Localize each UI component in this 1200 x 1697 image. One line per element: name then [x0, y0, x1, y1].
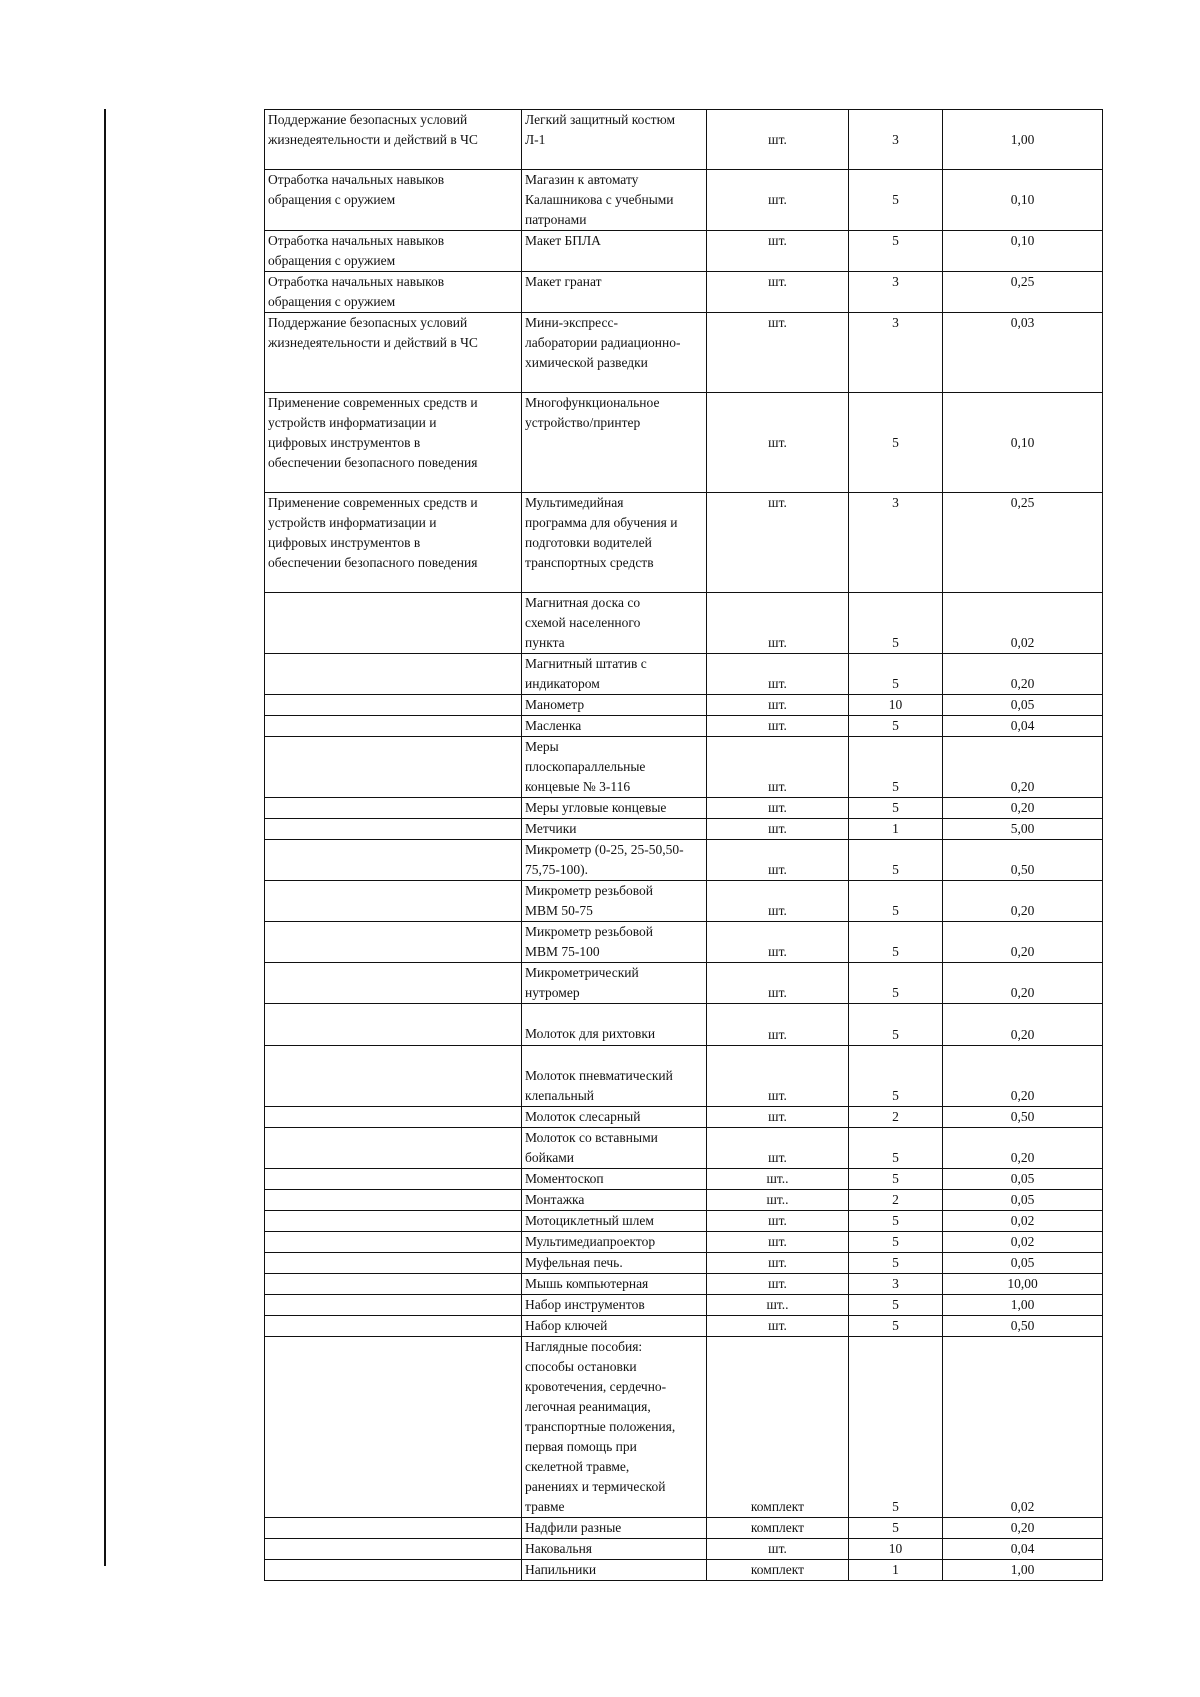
table-row [265, 231, 1103, 272]
unit-cell: шт. [707, 231, 849, 272]
table-row [265, 1316, 1103, 1337]
value-cell: 0,25 [943, 493, 1103, 593]
table-row [265, 1190, 1103, 1211]
quantity-cell: 5 [849, 1316, 943, 1337]
purpose-cell [265, 1169, 522, 1190]
item-name-cell: Мышь компьютерная [522, 1274, 707, 1295]
unit-cell: шт. [707, 272, 849, 313]
item-name-cell: Моментоскоп [522, 1169, 707, 1190]
quantity-cell: 5 [849, 840, 943, 881]
quantity-cell: 1 [849, 1560, 943, 1581]
value-cell: 0,50 [943, 840, 1103, 881]
table-row [265, 716, 1103, 737]
quantity-cell: 5 [849, 1046, 943, 1107]
value-cell: 1,00 [943, 110, 1103, 170]
quantity-cell: 5 [849, 1004, 943, 1046]
table-row [265, 1004, 1103, 1046]
table-row [265, 1169, 1103, 1190]
quantity-cell: 5 [849, 1518, 943, 1539]
quantity-cell: 3 [849, 493, 943, 593]
unit-cell: шт. [707, 819, 849, 840]
purpose-cell [265, 1004, 522, 1046]
equipment-table-body [265, 110, 1103, 1581]
item-name-cell: Меры угловые концевые [522, 798, 707, 819]
table-row [265, 881, 1103, 922]
table-row [265, 1107, 1103, 1128]
table-row [265, 1128, 1103, 1169]
unit-cell: шт. [707, 737, 849, 798]
table-row [265, 819, 1103, 840]
table-row [265, 654, 1103, 695]
quantity-cell: 3 [849, 313, 943, 393]
table-row [265, 840, 1103, 881]
quantity-cell: 2 [849, 1190, 943, 1211]
quantity-cell: 5 [849, 170, 943, 231]
unit-cell: шт. [707, 593, 849, 654]
purpose-cell [265, 881, 522, 922]
quantity-cell: 10 [849, 1539, 943, 1560]
purpose-cell: Поддержание безопасных условий жизнедеятельности и действий в ЧС [265, 313, 522, 393]
quantity-cell: 5 [849, 231, 943, 272]
value-cell: 0,50 [943, 1316, 1103, 1337]
quantity-cell: 5 [849, 654, 943, 695]
table-row [265, 1211, 1103, 1232]
unit-cell: шт. [707, 840, 849, 881]
quantity-cell: 5 [849, 593, 943, 654]
value-cell: 0,04 [943, 1539, 1103, 1560]
value-cell: 0,05 [943, 1253, 1103, 1274]
value-cell: 0,25 [943, 272, 1103, 313]
unit-cell: комплект [707, 1337, 849, 1518]
item-name-cell: Молоток слесарный [522, 1107, 707, 1128]
value-cell: 0,20 [943, 1128, 1103, 1169]
table-row [265, 1337, 1103, 1518]
unit-cell: шт. [707, 1004, 849, 1046]
item-name-cell: Магнитная доска со схемой населенного пункта [522, 593, 707, 654]
item-name-cell: Набор ключей [522, 1316, 707, 1337]
item-name-cell: Макет гранат [522, 272, 707, 313]
unit-cell: шт. [707, 798, 849, 819]
unit-cell: шт. [707, 881, 849, 922]
unit-cell: шт. [707, 313, 849, 393]
quantity-cell: 5 [849, 881, 943, 922]
purpose-cell: Поддержание безопасных условий жизнедеятельности и действий в ЧС [265, 110, 522, 170]
item-name-cell: Напильники [522, 1560, 707, 1581]
purpose-cell [265, 593, 522, 654]
table-row [265, 737, 1103, 798]
unit-cell: шт. [707, 1211, 849, 1232]
table-row [265, 593, 1103, 654]
table-row [265, 493, 1103, 593]
value-cell: 0,20 [943, 737, 1103, 798]
quantity-cell: 5 [849, 1337, 943, 1518]
item-name-cell: Микрометр резьбовой МВМ 75-100 [522, 922, 707, 963]
item-name-cell: Микрометрический нутромер [522, 963, 707, 1004]
purpose-cell [265, 922, 522, 963]
purpose-cell: Отработка начальных навыков обращения с оружием [265, 231, 522, 272]
unit-cell: шт. [707, 695, 849, 716]
purpose-cell: Отработка начальных навыков обращения с оружием [265, 272, 522, 313]
unit-cell: шт. [707, 922, 849, 963]
table-row [265, 798, 1103, 819]
purpose-cell [265, 1518, 522, 1539]
value-cell: 0,02 [943, 1211, 1103, 1232]
item-name-cell: Многофункциональное устройство/принтер [522, 393, 707, 493]
table-row [265, 110, 1103, 170]
unit-cell: шт. [707, 1046, 849, 1107]
value-cell: 0,05 [943, 1190, 1103, 1211]
purpose-cell [265, 1337, 522, 1518]
table-row [265, 1539, 1103, 1560]
unit-cell: шт. [707, 393, 849, 493]
item-name-cell: Магазин к автомату Калашникова с учебными патронами [522, 170, 707, 231]
value-cell: 0,20 [943, 798, 1103, 819]
unit-cell: шт.. [707, 1169, 849, 1190]
table-row [265, 393, 1103, 493]
item-name-cell: Масленка [522, 716, 707, 737]
purpose-cell [265, 1232, 522, 1253]
value-cell: 1,00 [943, 1560, 1103, 1581]
item-name-cell: Монтажка [522, 1190, 707, 1211]
value-cell: 0,20 [943, 1004, 1103, 1046]
quantity-cell: 5 [849, 1232, 943, 1253]
quantity-cell: 5 [849, 922, 943, 963]
purpose-cell [265, 695, 522, 716]
item-name-cell: Молоток пневматический клепальный [522, 1046, 707, 1107]
unit-cell: шт. [707, 170, 849, 231]
value-cell: 1,00 [943, 1295, 1103, 1316]
value-cell: 0,50 [943, 1107, 1103, 1128]
purpose-cell [265, 840, 522, 881]
page-margin-rule [104, 109, 106, 1566]
table-row [265, 1295, 1103, 1316]
purpose-cell [265, 1107, 522, 1128]
value-cell: 0,20 [943, 922, 1103, 963]
quantity-cell: 5 [849, 1253, 943, 1274]
unit-cell: шт. [707, 716, 849, 737]
purpose-cell [265, 1046, 522, 1107]
value-cell: 0,10 [943, 170, 1103, 231]
item-name-cell: Метчики [522, 819, 707, 840]
quantity-cell: 3 [849, 1274, 943, 1295]
quantity-cell: 5 [849, 1128, 943, 1169]
purpose-cell [265, 1274, 522, 1295]
quantity-cell: 3 [849, 110, 943, 170]
unit-cell: шт. [707, 1232, 849, 1253]
item-name-cell: Мини-экспресс- лаборатории радиационно- химической разведки [522, 313, 707, 393]
table-row [265, 170, 1103, 231]
item-name-cell: Манометр [522, 695, 707, 716]
purpose-cell [265, 1190, 522, 1211]
value-cell: 0,03 [943, 313, 1103, 393]
value-cell: 0,20 [943, 1518, 1103, 1539]
item-name-cell: Легкий защитный костюм Л-1 [522, 110, 707, 170]
table-row [265, 1253, 1103, 1274]
table-row [265, 963, 1103, 1004]
purpose-cell [265, 1560, 522, 1581]
quantity-cell: 2 [849, 1107, 943, 1128]
quantity-cell: 5 [849, 1211, 943, 1232]
value-cell: 0,02 [943, 593, 1103, 654]
item-name-cell: Молоток со вставными бойками [522, 1128, 707, 1169]
item-name-cell: Микрометр (0-25, 25-50,50- 75,75-100). [522, 840, 707, 881]
purpose-cell [265, 1253, 522, 1274]
value-cell: 0,20 [943, 963, 1103, 1004]
item-name-cell: Мультимедиапроектор [522, 1232, 707, 1253]
unit-cell: комплект [707, 1518, 849, 1539]
item-name-cell: Набор инструментов [522, 1295, 707, 1316]
table-row [265, 1560, 1103, 1581]
quantity-cell: 5 [849, 798, 943, 819]
purpose-cell [265, 737, 522, 798]
table-row [265, 1046, 1103, 1107]
purpose-cell: Отработка начальных навыков обращения с оружием [265, 170, 522, 231]
item-name-cell: Надфили разные [522, 1518, 707, 1539]
item-name-cell: Мотоциклетный шлем [522, 1211, 707, 1232]
quantity-cell: 5 [849, 963, 943, 1004]
purpose-cell [265, 654, 522, 695]
item-name-cell: Макет БПЛА [522, 231, 707, 272]
purpose-cell [265, 798, 522, 819]
table-row [265, 1518, 1103, 1539]
unit-cell: шт. [707, 1316, 849, 1337]
purpose-cell [265, 1295, 522, 1316]
quantity-cell: 5 [849, 393, 943, 493]
quantity-cell: 3 [849, 272, 943, 313]
value-cell: 5,00 [943, 819, 1103, 840]
unit-cell: шт.. [707, 1190, 849, 1211]
unit-cell: шт. [707, 1107, 849, 1128]
quantity-cell: 10 [849, 695, 943, 716]
value-cell: 0,20 [943, 1046, 1103, 1107]
unit-cell: шт. [707, 654, 849, 695]
value-cell: 0,02 [943, 1337, 1103, 1518]
value-cell: 0,05 [943, 1169, 1103, 1190]
table-row [265, 272, 1103, 313]
unit-cell: шт. [707, 493, 849, 593]
purpose-cell [265, 716, 522, 737]
value-cell: 0,04 [943, 716, 1103, 737]
purpose-cell [265, 1128, 522, 1169]
value-cell: 0,05 [943, 695, 1103, 716]
unit-cell: комплект [707, 1560, 849, 1581]
table-row [265, 1232, 1103, 1253]
quantity-cell: 1 [849, 819, 943, 840]
value-cell: 0,02 [943, 1232, 1103, 1253]
unit-cell: шт. [707, 110, 849, 170]
unit-cell: шт. [707, 1253, 849, 1274]
item-name-cell: Молоток для рихтовки [522, 1004, 707, 1046]
purpose-cell: Применение современных средств и устройств информатизации и цифровых инструментов в обеспечении безопасного поведения [265, 493, 522, 593]
purpose-cell [265, 1211, 522, 1232]
equipment-table [264, 109, 1103, 1581]
value-cell: 0,10 [943, 393, 1103, 493]
table-row [265, 1274, 1103, 1295]
unit-cell: шт. [707, 1274, 849, 1295]
table-row [265, 695, 1103, 716]
unit-cell: шт.. [707, 1295, 849, 1316]
item-name-cell: Магнитный штатив с индикатором [522, 654, 707, 695]
unit-cell: шт. [707, 963, 849, 1004]
value-cell: 0,20 [943, 654, 1103, 695]
value-cell: 0,20 [943, 881, 1103, 922]
item-name-cell: Муфельная печь. [522, 1253, 707, 1274]
quantity-cell: 5 [849, 737, 943, 798]
purpose-cell [265, 819, 522, 840]
item-name-cell: Наковальня [522, 1539, 707, 1560]
table-row [265, 922, 1103, 963]
quantity-cell: 5 [849, 716, 943, 737]
purpose-cell [265, 963, 522, 1004]
purpose-cell [265, 1316, 522, 1337]
item-name-cell: Меры плоскопараллельные концевые № 3-116 [522, 737, 707, 798]
value-cell: 0,10 [943, 231, 1103, 272]
unit-cell: шт. [707, 1539, 849, 1560]
table-row [265, 313, 1103, 393]
item-name-cell: Мультимедийная программа для обучения и подготовки водителей транспортных средств [522, 493, 707, 593]
item-name-cell: Микрометр резьбовой МВМ 50-75 [522, 881, 707, 922]
quantity-cell: 5 [849, 1169, 943, 1190]
value-cell: 10,00 [943, 1274, 1103, 1295]
quantity-cell: 5 [849, 1295, 943, 1316]
item-name-cell: Наглядные пособия: способы остановки кровотечения, сердечно- легочная реанимация, транспортные положения, первая помощь при скелетной травме, ранениях и термической травме [522, 1337, 707, 1518]
purpose-cell [265, 1539, 522, 1560]
purpose-cell: Применение современных средств и устройств информатизации и цифровых инструментов в обеспечении безопасного поведения [265, 393, 522, 493]
unit-cell: шт. [707, 1128, 849, 1169]
